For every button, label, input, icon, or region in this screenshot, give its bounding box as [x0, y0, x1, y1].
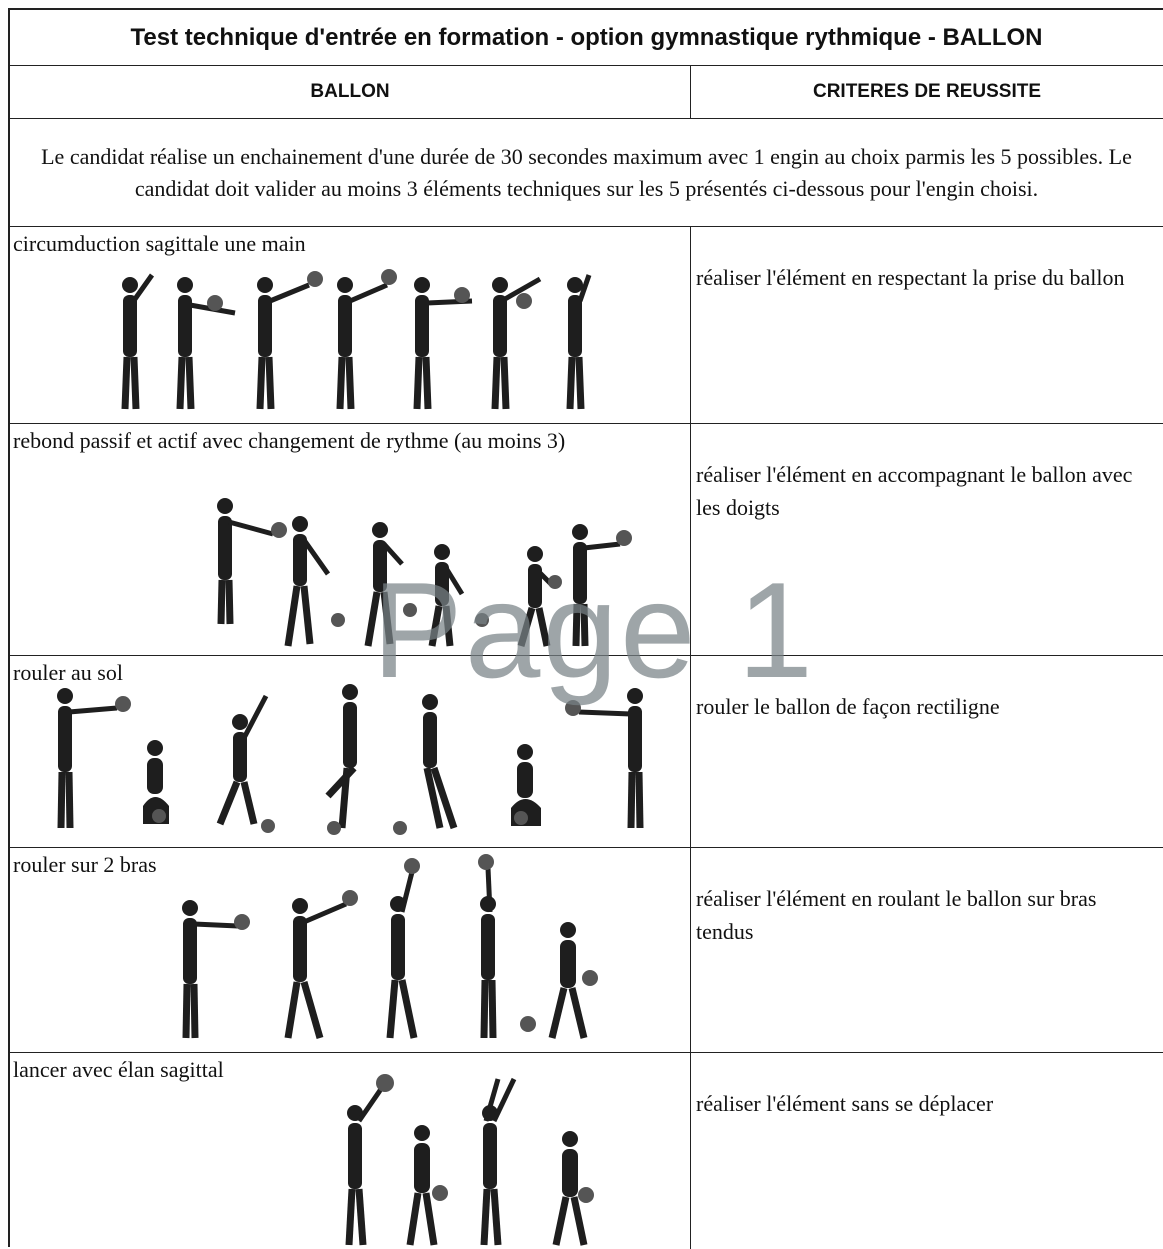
element-label: rouler au sol [13, 660, 123, 685]
element-row-lancer [10, 1053, 1163, 1249]
table-title: Test technique d'entrée en formation - option gymnastique rythmique - BALLON [10, 10, 1163, 66]
element-cell [10, 656, 691, 847]
element-label: rouler sur 2 bras [13, 852, 157, 877]
gymnast-figures-illustration [10, 848, 689, 1053]
criterion-text: rouler le ballon de façon rectiligne [696, 694, 1000, 719]
column-headers [10, 66, 1163, 119]
gymnast-figures-illustration [10, 227, 689, 424]
criterion-text: réaliser l'élément en respectant la prise du ballon [696, 265, 1125, 290]
header-criteres: CRITERES DE REUSSITE [812, 81, 1042, 102]
element-label: lancer avec élan sagittal [13, 1057, 224, 1082]
element-cell [10, 1053, 691, 1249]
element-row-circumduction [10, 227, 1163, 424]
intro-paragraph: Le candidat réalise un enchainement d'une durée de 30 secondes maximum avec 1 engin au choix parmis les 5 possibles. Le candidat doit valider au moins 3 éléments techniques sur les 5 présentés ci-dessous pour l'engin choisi. [10, 119, 1163, 227]
element-row-rouler-sur-2-bras [10, 848, 1163, 1053]
criterion-text: réaliser l'élément sans se déplacer [696, 1091, 994, 1116]
criterion-text: réaliser l'élément en roulant le ballon sur bras tendus [696, 886, 1097, 944]
element-cell [10, 424, 691, 655]
element-cell [10, 227, 691, 423]
gymnast-figures-illustration [10, 656, 689, 848]
element-label: rebond passif et actif avec changement de rythme (au moins 3) [13, 428, 566, 453]
header-ballon: BALLON [10, 66, 691, 118]
page-watermark: Page 1 [372, 554, 816, 706]
gymnast-figures-illustration [10, 1053, 689, 1249]
assessment-table [8, 8, 1163, 1247]
element-label: circumduction sagittale une main [13, 231, 306, 256]
gymnast-figures-illustration [10, 424, 689, 656]
element-row-rebond [10, 424, 1163, 656]
element-cell [10, 848, 691, 1052]
criterion-text: réaliser l'élément en accompagnant le ballon avec les doigts [696, 462, 1133, 520]
element-row-rouler-au-sol [10, 656, 1163, 848]
